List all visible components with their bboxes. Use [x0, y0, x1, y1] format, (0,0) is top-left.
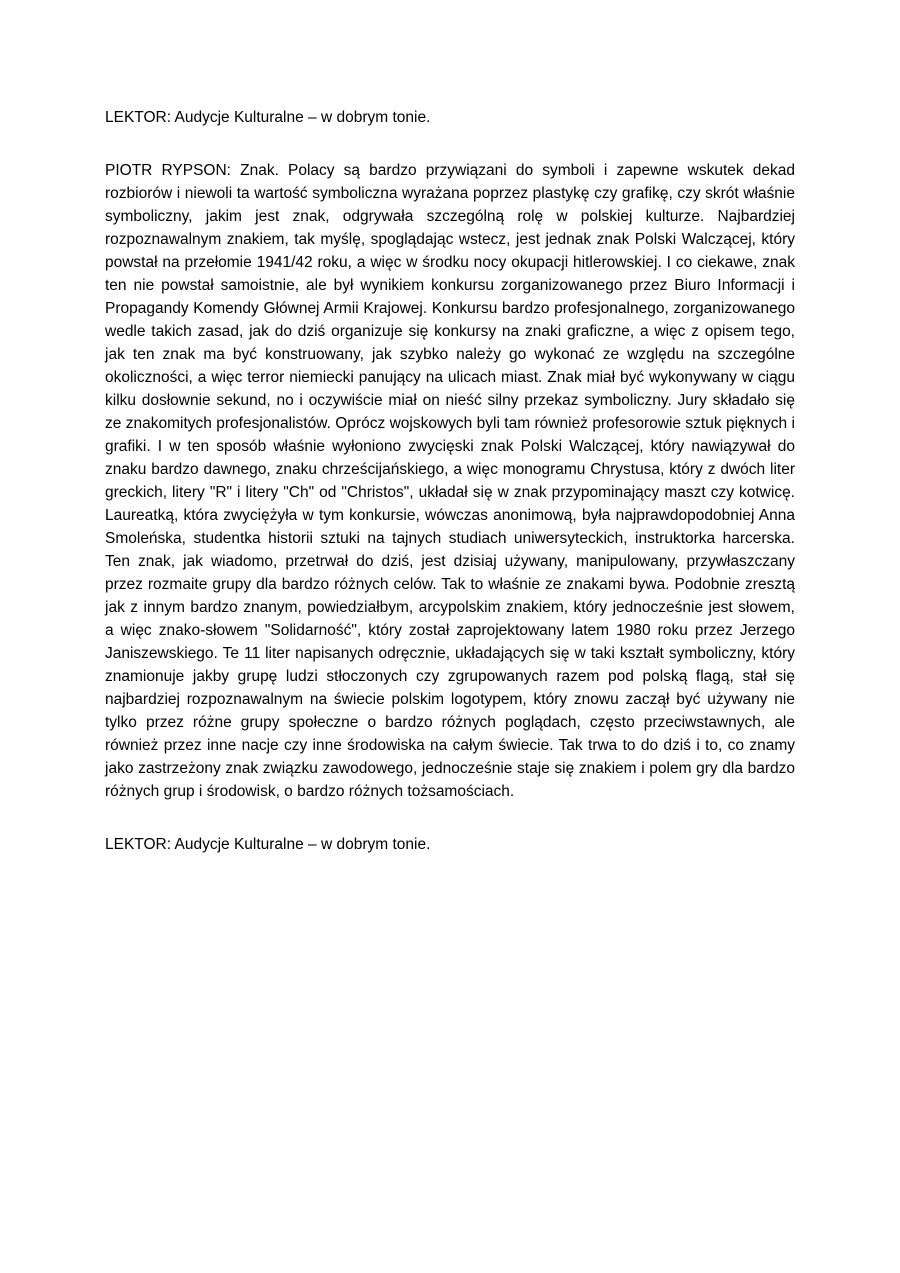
lektor-intro-line: LEKTOR: Audycje Kulturalne – w dobrym tonie.: [105, 109, 431, 126]
lektor-outro-line: LEKTOR: Audycje Kulturalne – w dobrym tonie.: [105, 836, 431, 853]
speaker-paragraph: PIOTR RYPSON: Znak. Polacy są bardzo przywiązani do symboli i zapewne wskutek dekad rozbiorów i niewoli ta wartość symboliczna wyrażana poprzez plastykę czy grafikę, czy skrót właśnie symboliczny, jakim jest znak, odgrywała szczególną rolę w polskiej kulturze. Najbardziej rozpoznawalnym znakiem, tak myślę, spoglądając wstecz, jest jednak znak Polski Walczącej, który powstał na przełomie 1941/42 roku, a więc w środku nocy okupacji hitlerowskiej. I co ciekawe, znak ten nie powstał samoistnie, ale był wynikiem konkursu zorganizowanego przez Biuro Informacji i Propagandy Komendy Głównej Armii Krajowej. Konkursu bardzo profesjonalnego, zorganizowanego wedle takich zasad, jak do dziś organizuje się konkursy na znaki graficzne, a więc z opisem tego, jak ten znak ma być konstruowany, jak szybko należy go wykonać ze względu na szczególne okoliczności, a więc terror niemiecki panujący na ulicach miast. Znak miał być wykonywany w ciągu kilku dosłownie sekund, no i oczywiście miał on nieść silny przekaz symboliczny. Jury składało się ze znakomitych profesjonalistów. Oprócz wojskowych byli tam również profesorowie sztuk pięknych i grafiki. I w ten sposób właśnie wyłoniono zwycięski znak Polski Walczącej, który nawiązywał do znaku bardzo dawnego, znaku chrześcijańskiego, a więc monogramu Chrystusa, który z dwóch liter greckich, litery "R" i litery "Ch" od "Christos", układał się w znak przypominający maszt czy kotwicę. Laureatką, która zwyciężyła w tym konkursie, wówczas anonimową, była najprawdopodobniej Anna Smoleńska, studentka historii sztuki na tajnych studiach uniwersyteckich, instruktorka harcerska. Ten znak, jak wiadomo, przetrwał do dziś, jest dzisiaj używany, manipulowany, przywłaszczany przez rozmaite grupy dla bardzo różnych celów. Tak to właśnie ze znakami bywa. Podobnie zresztą jak z innym bardzo znanym, powiedziałbym, arcypolskim znakiem, który jednocześnie jest słowem, a więc znako-słowem "Solidarność", który został zaprojektowany latem 1980 roku przez Jerzego Janiszewskiego. Te 11 liter napisanych odręcznie, układających się w taki kształt symboliczny, który znamionuje jakby grupę ludzi stłoczonych czy zgrupowanych razem pod polską flagą, stał się najbardziej rozpoznawalnym na świecie polskim logotypem, który znowu zaczął być używany nie tylko przez różne grupy społeczne o bardzo różnych poglądach, często przeciwstawnych, ale również przez inne nacje czy inne środowiska na całym świecie. Tak trwa to do dziś i to, co znamy jako zastrzeżony znak związku zawodowego, jednocześnie staje się znakiem i polem gry dla bardzo różnych grup i środowisk, o bardzo różnych tożsamościach.: [105, 162, 795, 800]
